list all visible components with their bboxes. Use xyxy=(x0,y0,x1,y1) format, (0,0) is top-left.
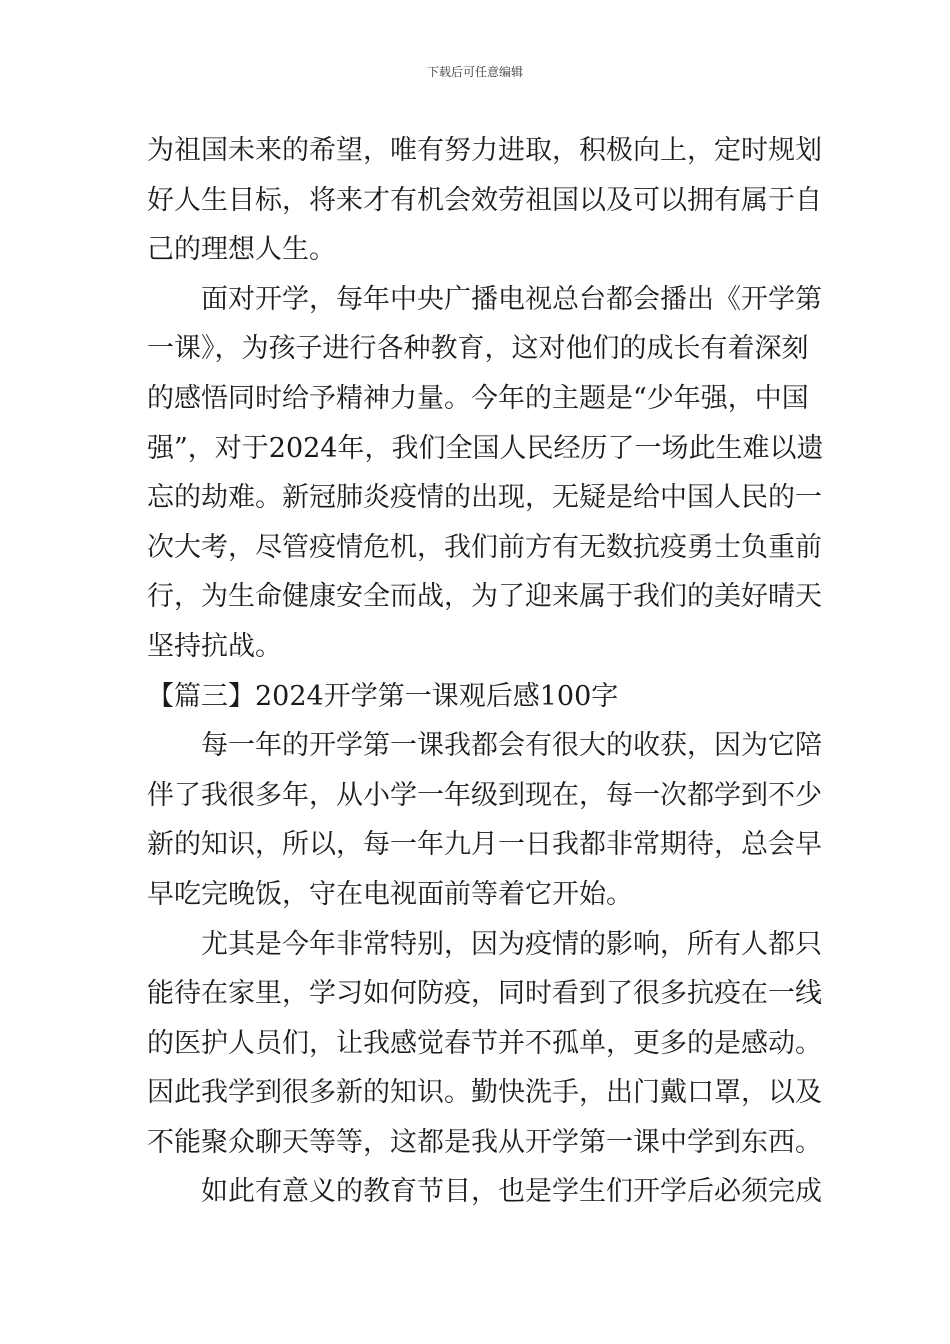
paragraph-line: 坚持抗战。 xyxy=(147,630,282,662)
paragraph-line: 为祖国未来的希望，唯有努力进取，积极向上，定时规划 xyxy=(147,135,822,166)
section-heading: 【篇三】2024开学第一课观后感100字 xyxy=(147,680,619,712)
paragraph-line: 的医护人员们，让我感觉春节并不孤单，更多的是感动。 xyxy=(147,1027,822,1059)
paragraph-line: 忘的劫难。新冠肺炎疫情的出现，无疑是给中国人民的一 xyxy=(147,482,822,514)
paragraph-line: 伴了我很多年，从小学一年级到现在，每一次都学到不少 xyxy=(147,779,822,811)
paragraph-line: 如此有意义的教育节目，也是学生们开学后必须完成 xyxy=(201,1176,822,1208)
paragraph-line: 能待在家里，学习如何防疫，同时看到了很多抗疫在一线 xyxy=(147,978,822,1010)
paragraph-line: 每一年的开学第一课我都会有很大的收获，因为它陪 xyxy=(201,730,822,762)
paragraph-line: 次大考，尽管疫情危机，我们前方有无数抗疫勇士负重前 xyxy=(147,531,822,563)
paragraph-line: 不能聚众聊天等等，这都是我从开学第一课中学到东西。 xyxy=(147,1126,822,1158)
paragraph-line: 面对开学，每年中央广播电视总台都会播出《开学第 xyxy=(201,283,822,315)
paragraph-line: 一课》，为孩子进行各种教育，这对他们的成长有着深刻 xyxy=(147,333,809,365)
paragraph-line: 因此我学到很多新的知识。勤快洗手，出门戴口罩，以及 xyxy=(147,1077,822,1109)
paragraph-line: 好人生目标，将来才有机会效劳祖国以及可以拥有属于自 xyxy=(147,184,822,216)
paragraph-line: 强”，对于2024年，我们全国人民经历了一场此生难以遗 xyxy=(147,432,824,464)
paragraph-line: 行，为生命健康安全而战，为了迎来属于我们的美好晴天 xyxy=(147,581,822,613)
document-body xyxy=(147,126,824,1217)
paragraph-line: 早吃完晚饭，守在电视面前等着它开始。 xyxy=(147,878,633,910)
paragraph-line: 己的理想人生。 xyxy=(147,234,336,266)
paragraph-line: 的感悟同时给予精神力量。今年的主题是“少年强，中国 xyxy=(147,382,809,414)
paragraph-line: 新的知识，所以，每一年九月一日我都非常期待，总会早 xyxy=(147,829,822,861)
page-header: 下载后可任意编辑 xyxy=(426,65,523,79)
paragraph-line: 尤其是今年非常特别，因为疫情的影响，所有人都只 xyxy=(201,928,822,960)
